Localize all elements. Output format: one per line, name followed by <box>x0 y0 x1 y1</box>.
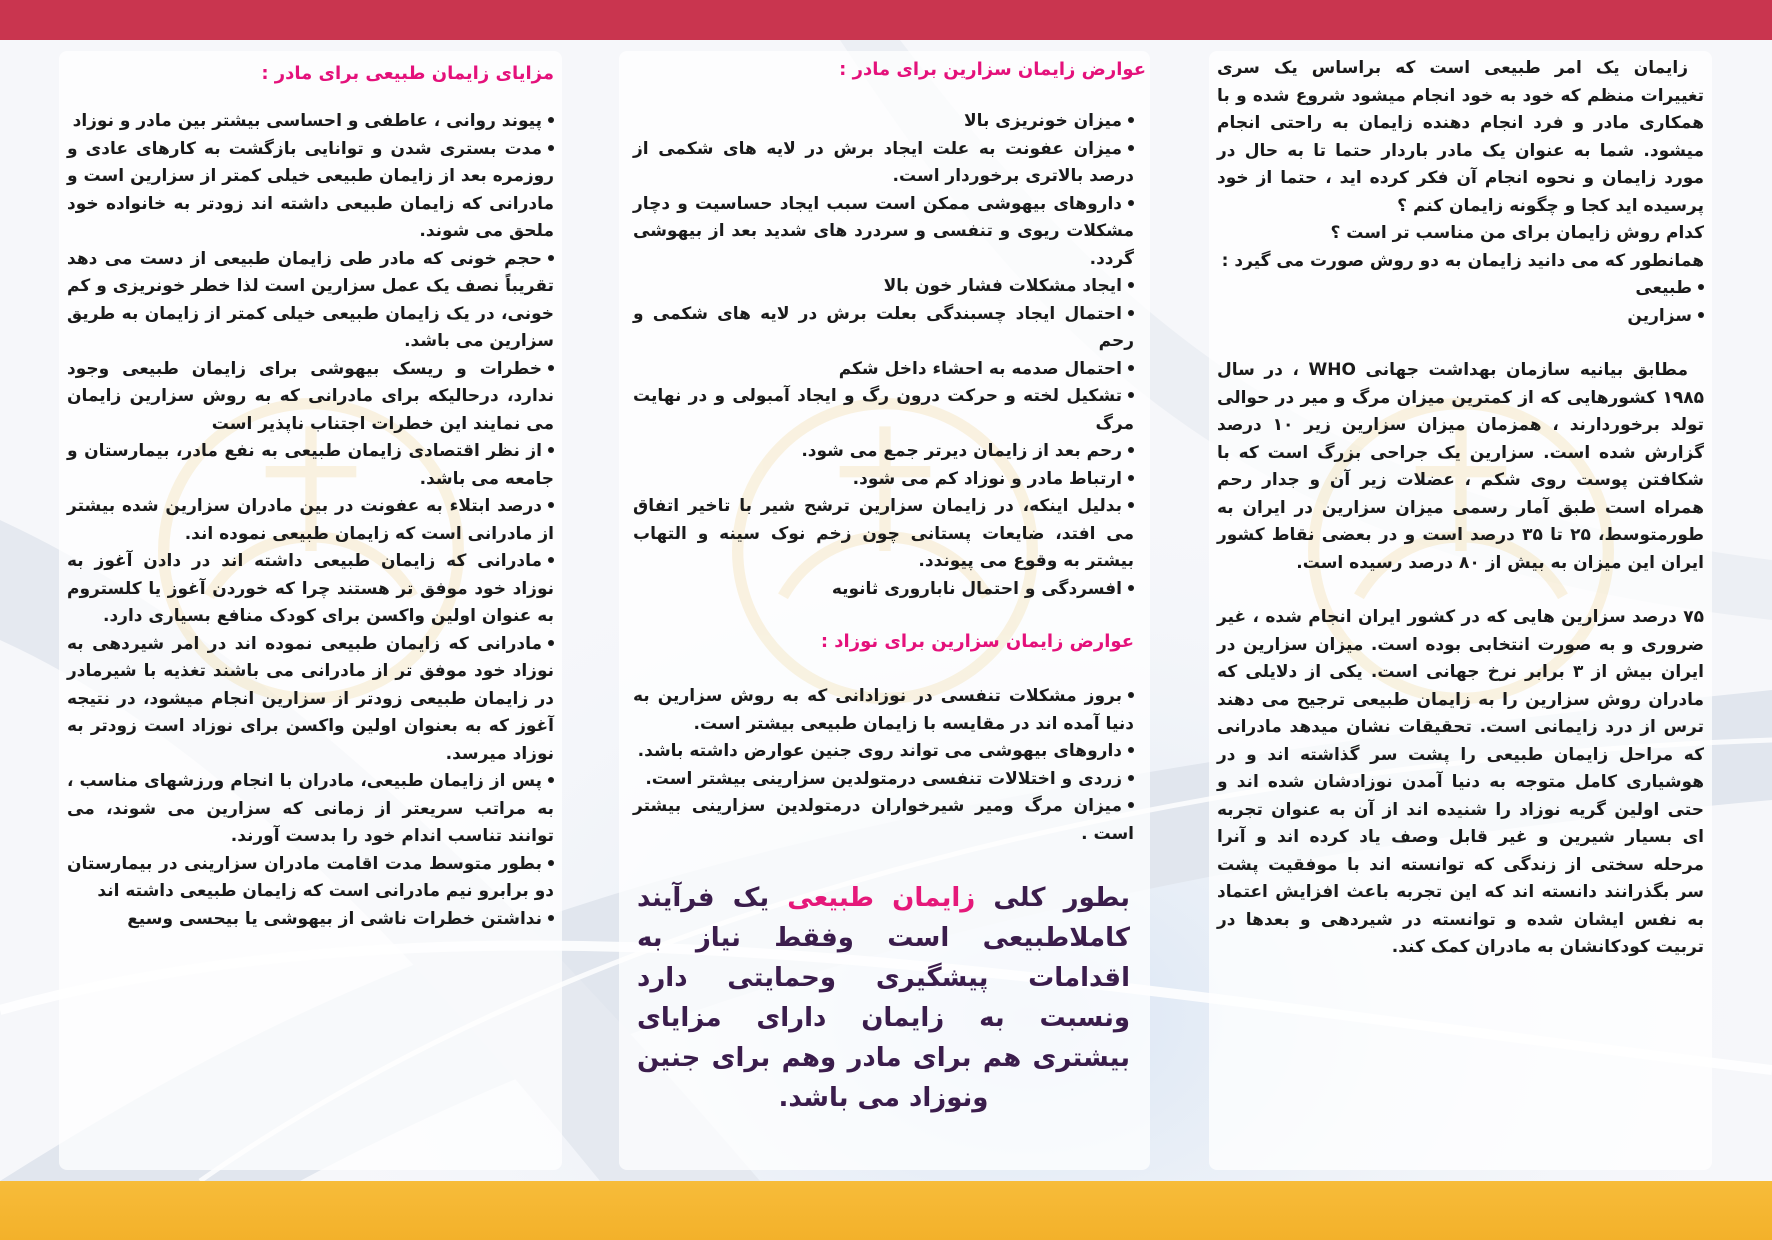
method-item-text: سزارین <box>1627 305 1692 326</box>
intro-paragraph: زایمان یک امر طبیعی است که براساس یک سری تغییرات منظم که خود به خود انجام میشود شروع شده و با همکاری مادر و فرد انجام دهنده زایمان به راحتی انجام میشود. شما به عنوان یک مادر باردار حتما تا به حال در مورد زایمان و نحوه انجام آن فکر کرده اید ، حتما از خود پرسیده اید کجا و چگونه زایمان کنم ؟ <box>1217 58 1704 216</box>
bullet-icon <box>1128 310 1134 316</box>
list-item <box>633 493 1134 576</box>
bullet-icon <box>1128 775 1134 781</box>
list-item <box>633 576 1134 604</box>
bullet-icon <box>548 255 554 261</box>
list-item <box>633 766 1134 794</box>
list-item <box>633 108 1134 136</box>
bullet-icon <box>1128 502 1134 508</box>
list-item-text: زردی و اختلالات تنفسی درمتولدین سزارینی بیشتر است. <box>645 768 1122 789</box>
newborn-complications-list <box>633 683 1134 848</box>
mother-complications-list <box>633 108 1134 603</box>
list-item <box>633 466 1134 494</box>
bullet-icon <box>548 145 554 151</box>
list-item <box>633 793 1134 848</box>
list-item-text: بروز مشکلات تنفسی در نوزادانی که به روش سزارین به دنیا آمده اند در مقایسه با زایمان طبیعی بیشتر است. <box>633 686 1134 734</box>
bullet-icon <box>548 557 554 563</box>
list-item <box>67 438 554 493</box>
intro-panel <box>1209 51 1712 1170</box>
list-item <box>633 383 1134 438</box>
newborn-complications-heading: عوارض زایمان سزارین برای نوزاد : <box>820 631 1134 652</box>
list-item-text: ارتباط مادر و نوزاد کم می شود. <box>852 468 1122 489</box>
bullet-icon <box>548 502 554 508</box>
method-item <box>1217 303 1704 331</box>
bullet-icon <box>548 640 554 646</box>
bullet-icon <box>1128 802 1134 808</box>
list-item <box>633 301 1134 356</box>
list-item-text: از نظر اقتصادی زایمان طبیعی به نفع مادر، بیمارستان و جامعه می باشد. <box>67 441 554 489</box>
callout-text-end: یک فرآیند کاملاطبیعی است وفقط نیاز به اقدامات پیشگیری وحمایتی دارد ونسبت به زایمان دارای مزایای بیشتری هم برای مادر وهم برای جنین ونوزاد می باشد. <box>637 883 1130 1113</box>
bullet-icon <box>1128 392 1134 398</box>
list-item-text: مدت بستری شدن و توانایی بازگشت به کارهای عادی و روزمره بعد از زایمان طبیعی خیلی کمتر از سزارین است و مادرانی که زایمان طبیعی داشته اند زودتر به خانواده خود ملحق می شوند. <box>67 138 554 241</box>
list-item-text: حجم خونی که مادر طی زایمان طبیعی از دست می دهد تقریباً نصف یک عمل سزارین است لذا خطر خونریزی و کم خونی، در یک زایمان طبیعی خیلی کمتر از زایمان به طریق سزارین می باشد. <box>67 248 554 351</box>
bullet-icon <box>548 777 554 783</box>
list-item-text: رحم بعد از زایمان دیرتر جمع می شود. <box>801 441 1122 461</box>
list-item-text: افسردگی و احتمال ناباروری ثانویه <box>831 578 1122 599</box>
bullet-icon <box>1128 200 1134 206</box>
bullet-icon <box>1128 282 1134 288</box>
natural-birth-benefits-panel <box>59 51 562 1170</box>
bullet-icon <box>1698 284 1704 290</box>
list-item <box>67 548 554 631</box>
list-item <box>67 136 554 246</box>
bullet-icon <box>1128 692 1134 698</box>
list-item-text: میزان عفونت به علت ایجاد برش در لایه های شکمی از درصد بالاتری برخوردار است. <box>633 138 1134 186</box>
list-item <box>67 906 554 934</box>
list-item <box>633 273 1134 301</box>
bullet-icon <box>1128 117 1134 123</box>
list-item-text: پیوند روانی ، عاطفی و احساسی بیشتر بین مادر و نوزاد <box>72 111 542 131</box>
method-item-text: طبیعی <box>1635 278 1692 298</box>
list-item-text: احتمال ایجاد چسبندگی بعلت برش در لایه های شکمی و رحم <box>633 303 1134 351</box>
list-item-text: مادرانی که زایمان طبیعی داشته اند در دادن آغوز به نوزاد خود موفق تر هستند چرا که خوردن آغوز یا کلستروم به عنوان اولین واکسن برای کودک منافع بسیاری دارد. <box>67 551 554 626</box>
benefits-list <box>67 108 554 933</box>
mother-complications-heading: عوارض زایمان سزارین برای مادر : <box>839 59 1146 80</box>
methods-intro: همانطور که می دانید زایمان به دو روش صورت می گیرد : <box>1221 250 1704 271</box>
bullet-icon <box>1128 475 1134 481</box>
list-item-text: داروهای بیهوشی ممکن است سبب ایجاد حساسیت و دچار مشکلات ریوی و تنفسی و سردرد های شدید بعد از بیهوشی گردد. <box>633 193 1134 269</box>
list-item-text: بدلیل اینکه، در زایمان سزارین ترشح شیر با تاخیر اتفاق می افتد، ضایعات پستانی چون زخم نوک سینه و التهاب بیشتر به وقوع می پیوندد. <box>633 496 1134 571</box>
statistics-paragraph: ۷۵ درصد سزارین هایی که در کشور ایران انجام شده ، غیر ضروری و به صورت انتخابی بوده است. میزان سزارین در ایران بیش از ۳ برابر نرخ جهانی است. یکی از دلایلی که مادران روش سزارین را به زایمان طبیعی ترجیح می دهند ترس از درد زایمانی است. تحقیقات نشان میدهد مادرانی که مراحل زایمان طبیعی را پشت سر گذاشته اند و در هوشیاری کامل متوجه به دنیا آمدن نوزادشان شده اند و حتی اولین گریه نوزاد را شنیده اند از آن به عنوان تجربه ای بسیار شیرین و غیر قابل وصف یاد کرده اند و آنرا مرحله سختی از زندگی که توانسته اند با موفقیت پشت سر بگذرانند دانسته اند که این تجربه باعث افزایش اعتماد به نفس ایشان شده و توانسته در شیردهی و بعدها در تربیت کودکانشان به مادران کمک کند. <box>1217 607 1704 957</box>
list-item <box>67 493 554 548</box>
list-item <box>633 136 1134 191</box>
list-item <box>633 356 1134 384</box>
list-item <box>633 683 1134 738</box>
cesarean-complications-panel <box>619 51 1150 1170</box>
list-item-text: داروهای بیهوشی می تواند روی جنین عوارض داشته باشد. <box>637 741 1122 761</box>
bullet-icon <box>1128 585 1134 591</box>
top-color-band <box>0 0 1772 40</box>
benefits-heading: مزایای زایمان طبیعی برای مادر : <box>261 63 554 84</box>
list-item <box>633 438 1134 466</box>
bullet-icon <box>1128 145 1134 151</box>
list-item <box>67 108 554 136</box>
list-item <box>67 246 554 356</box>
list-item <box>67 356 554 439</box>
list-item-text: میزان خونریزی بالا <box>963 111 1122 131</box>
list-item-text: درصد ابتلاء به عفونت در بین مادران سزارین شده بیشتر از مادرانی است که زایمان طبیعی نموده اند. <box>67 496 554 544</box>
callout-highlight: زایمان طبیعی <box>787 883 976 913</box>
bullet-icon <box>548 447 554 453</box>
list-item-text: احتمال صدمه به احشاء داخل شکم <box>838 358 1122 379</box>
list-item-text: مادرانی که زایمان طبیعی نموده اند در امر شیردهی به نوزاد خود موفق تر از مادرانی می باشند تغذیه با شیرمادر در زایمان طبیعی زودتر از سزارین انجام میشود، در نتیجه آغوز که به بعنوان اولین واکسن برای نوزاد است زودتر به نوزاد میرسد. <box>67 633 554 764</box>
method-item <box>1217 275 1704 303</box>
list-item <box>67 851 554 906</box>
bullet-icon <box>548 365 554 371</box>
bullet-icon <box>1128 447 1134 453</box>
list-item-text: نداشتن خطرات ناشی از بیهوشی یا بیحسی وسیع <box>127 908 542 929</box>
bottom-color-band <box>0 1181 1772 1240</box>
list-item-text: پس از زایمان طبیعی، مادران با انجام ورزشهای مناسب ، به مراتب سریعتر از زمانی که سزارین می شوند، می توانند تناسب اندام خود را بدست آورند. <box>67 771 554 846</box>
bullet-icon <box>548 860 554 866</box>
list-item <box>633 191 1134 274</box>
summary-callout <box>633 878 1134 1118</box>
bullet-icon <box>1698 312 1704 318</box>
list-item-text: میزان مرگ ومیر شیرخواران درمتولدین سزارینی بیشتر است . <box>633 796 1134 844</box>
list-item <box>67 768 554 851</box>
bullet-icon <box>548 915 554 921</box>
list-item-text: ایجاد مشکلات فشار خون بالا <box>883 276 1122 296</box>
bullet-icon <box>1128 365 1134 371</box>
list-item <box>67 631 554 769</box>
who-paragraph: مطابق بیانیه سازمان بهداشت جهانی WHO ، در سال ۱۹۸۵ کشورهایی که از کمترین میزان مرگ و میر در حوالی تولد برخوردارند ، همزمان میزان سزارین زیر ۱۰ درصد گزارش شده است. سزارین یک جراحی بزرگ است که با شکافتن پوست روی شکم ، عضلات زیر آن و جدار رحم همراه است طبق آمار رسمی میزان سزارین در ایران به طورمتوسط، ۲۵ تا ۳۵ درصد است و در بعضی نقاط کشور ایران این میزان به بیش از ۸۰ درصد رسیده است. <box>1217 360 1704 573</box>
list-item <box>633 738 1134 766</box>
bullet-icon <box>1128 747 1134 753</box>
list-item-text: تشکیل لخته و حرکت درون رگ و ایجاد آمبولی و در نهایت مرگ <box>633 386 1134 434</box>
question-line: کدام روش زایمان برای من مناسب تر است ؟ <box>1330 223 1704 243</box>
bullet-icon <box>548 117 554 123</box>
list-item-text: بطور متوسط مدت اقامت مادران سزارینی در بیمارستان دو برابرو نیم مادرانی است که زایمان طبیعی داشته اند <box>67 853 554 901</box>
callout-text-start: بطور کلی <box>993 883 1131 913</box>
list-item-text: خطرات و ریسک بیهوشی برای زایمان طبیعی وجود ندارد، درحالیکه برای مادرانی که به روش سزارین زایمان می نمایند این خطرات اجتناب ناپذیر است <box>67 358 554 434</box>
